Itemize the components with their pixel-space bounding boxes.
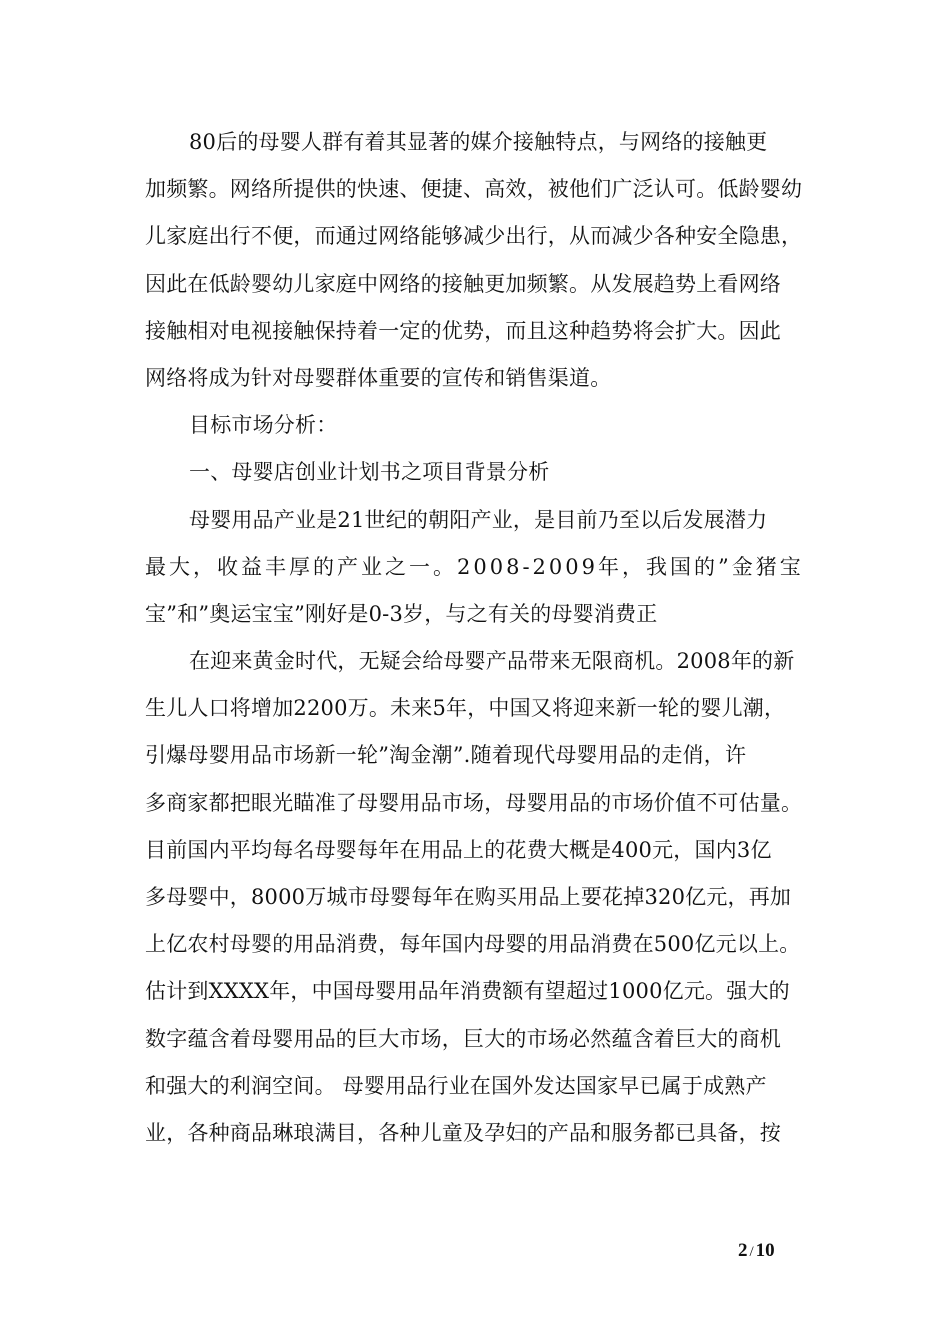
total-pages: 10	[755, 1240, 775, 1261]
text-line: 生儿人口将增加2200万。未来5年，中国又将迎来新一轮的婴儿潮，	[145, 696, 786, 721]
text-line: 接触相对电视接触保持着一定的优势，而且这种趋势将会扩大。因此	[145, 318, 781, 343]
text-line: 数字蕴含着母婴用品的巨大市场，巨大的市场必然蕴含着巨大的商机	[145, 1026, 781, 1051]
text-line: 加频繁。网络所提供的快速、便捷、高效，被他们广泛认可。低龄婴幼	[145, 177, 803, 202]
text-line: 网络将成为针对母婴群体重要的宣传和销售渠道。	[145, 365, 612, 390]
text-line: 最大，收益丰厚的产业之一。2008-2009年，我国的”金猪宝	[145, 554, 804, 579]
text-line: 在迎来黄金时代，无疑会给母婴产品带来无限商机。2008年的新	[189, 649, 795, 674]
page-separator: /	[749, 1244, 754, 1260]
text-line: 80后的母婴人群有着其显著的媒介接触特点，与网络的接触更	[189, 130, 768, 154]
document-body	[145, 122, 807, 1160]
page-number	[738, 1240, 775, 1262]
text-line: 业，各种商品琳琅满目，各种儿童及孕妇的产品和服务都已具备，按	[145, 1120, 781, 1145]
text-line: 估计到XXXX年，中国母婴用品年消费额有望超过1000亿元。强大的	[145, 979, 790, 1004]
text-line: 目标市场分析：	[189, 413, 338, 438]
text-line: 多商家都把眼光瞄准了母婴用品市场，母婴用品的市场价值不可估量。	[145, 790, 803, 815]
text-line: 母婴用品产业是21世纪的朝阳产业，是目前乃至以后发展潜力	[189, 507, 768, 532]
text-line: 和强大的利润空间。 母婴用品行业在国外发达国家早已属于成熟产	[145, 1073, 767, 1098]
text-line: 目前国内平均每名母婴每年在用品上的花费大概是400元，国内3亿	[145, 837, 772, 862]
text-line: 儿家庭出行不便，而通过网络能够减少出行，从而减少各种安全隐患，	[145, 224, 803, 249]
text-line: 上亿农村母婴的用品消费，每年国内母婴的用品消费在500亿元以上。	[145, 932, 801, 957]
text-line: 一、母婴店创业计划书之项目背景分析	[189, 460, 550, 485]
text-line: 宝”和”奥运宝宝”刚好是0-3岁，与之有关的母婴消费正	[145, 601, 658, 626]
text-line: 因此在低龄婴幼儿家庭中网络的接触更加频繁。从发展趋势上看网络	[145, 271, 781, 296]
text-line: 多母婴中，8000万城市母婴每年在购买用品上要花掉320亿元，再加	[145, 885, 792, 909]
current-page: 2	[738, 1240, 748, 1261]
text-line: 引爆母婴用品市场新一轮”淘金潮”.随着现代母婴用品的走俏，许	[145, 743, 747, 768]
